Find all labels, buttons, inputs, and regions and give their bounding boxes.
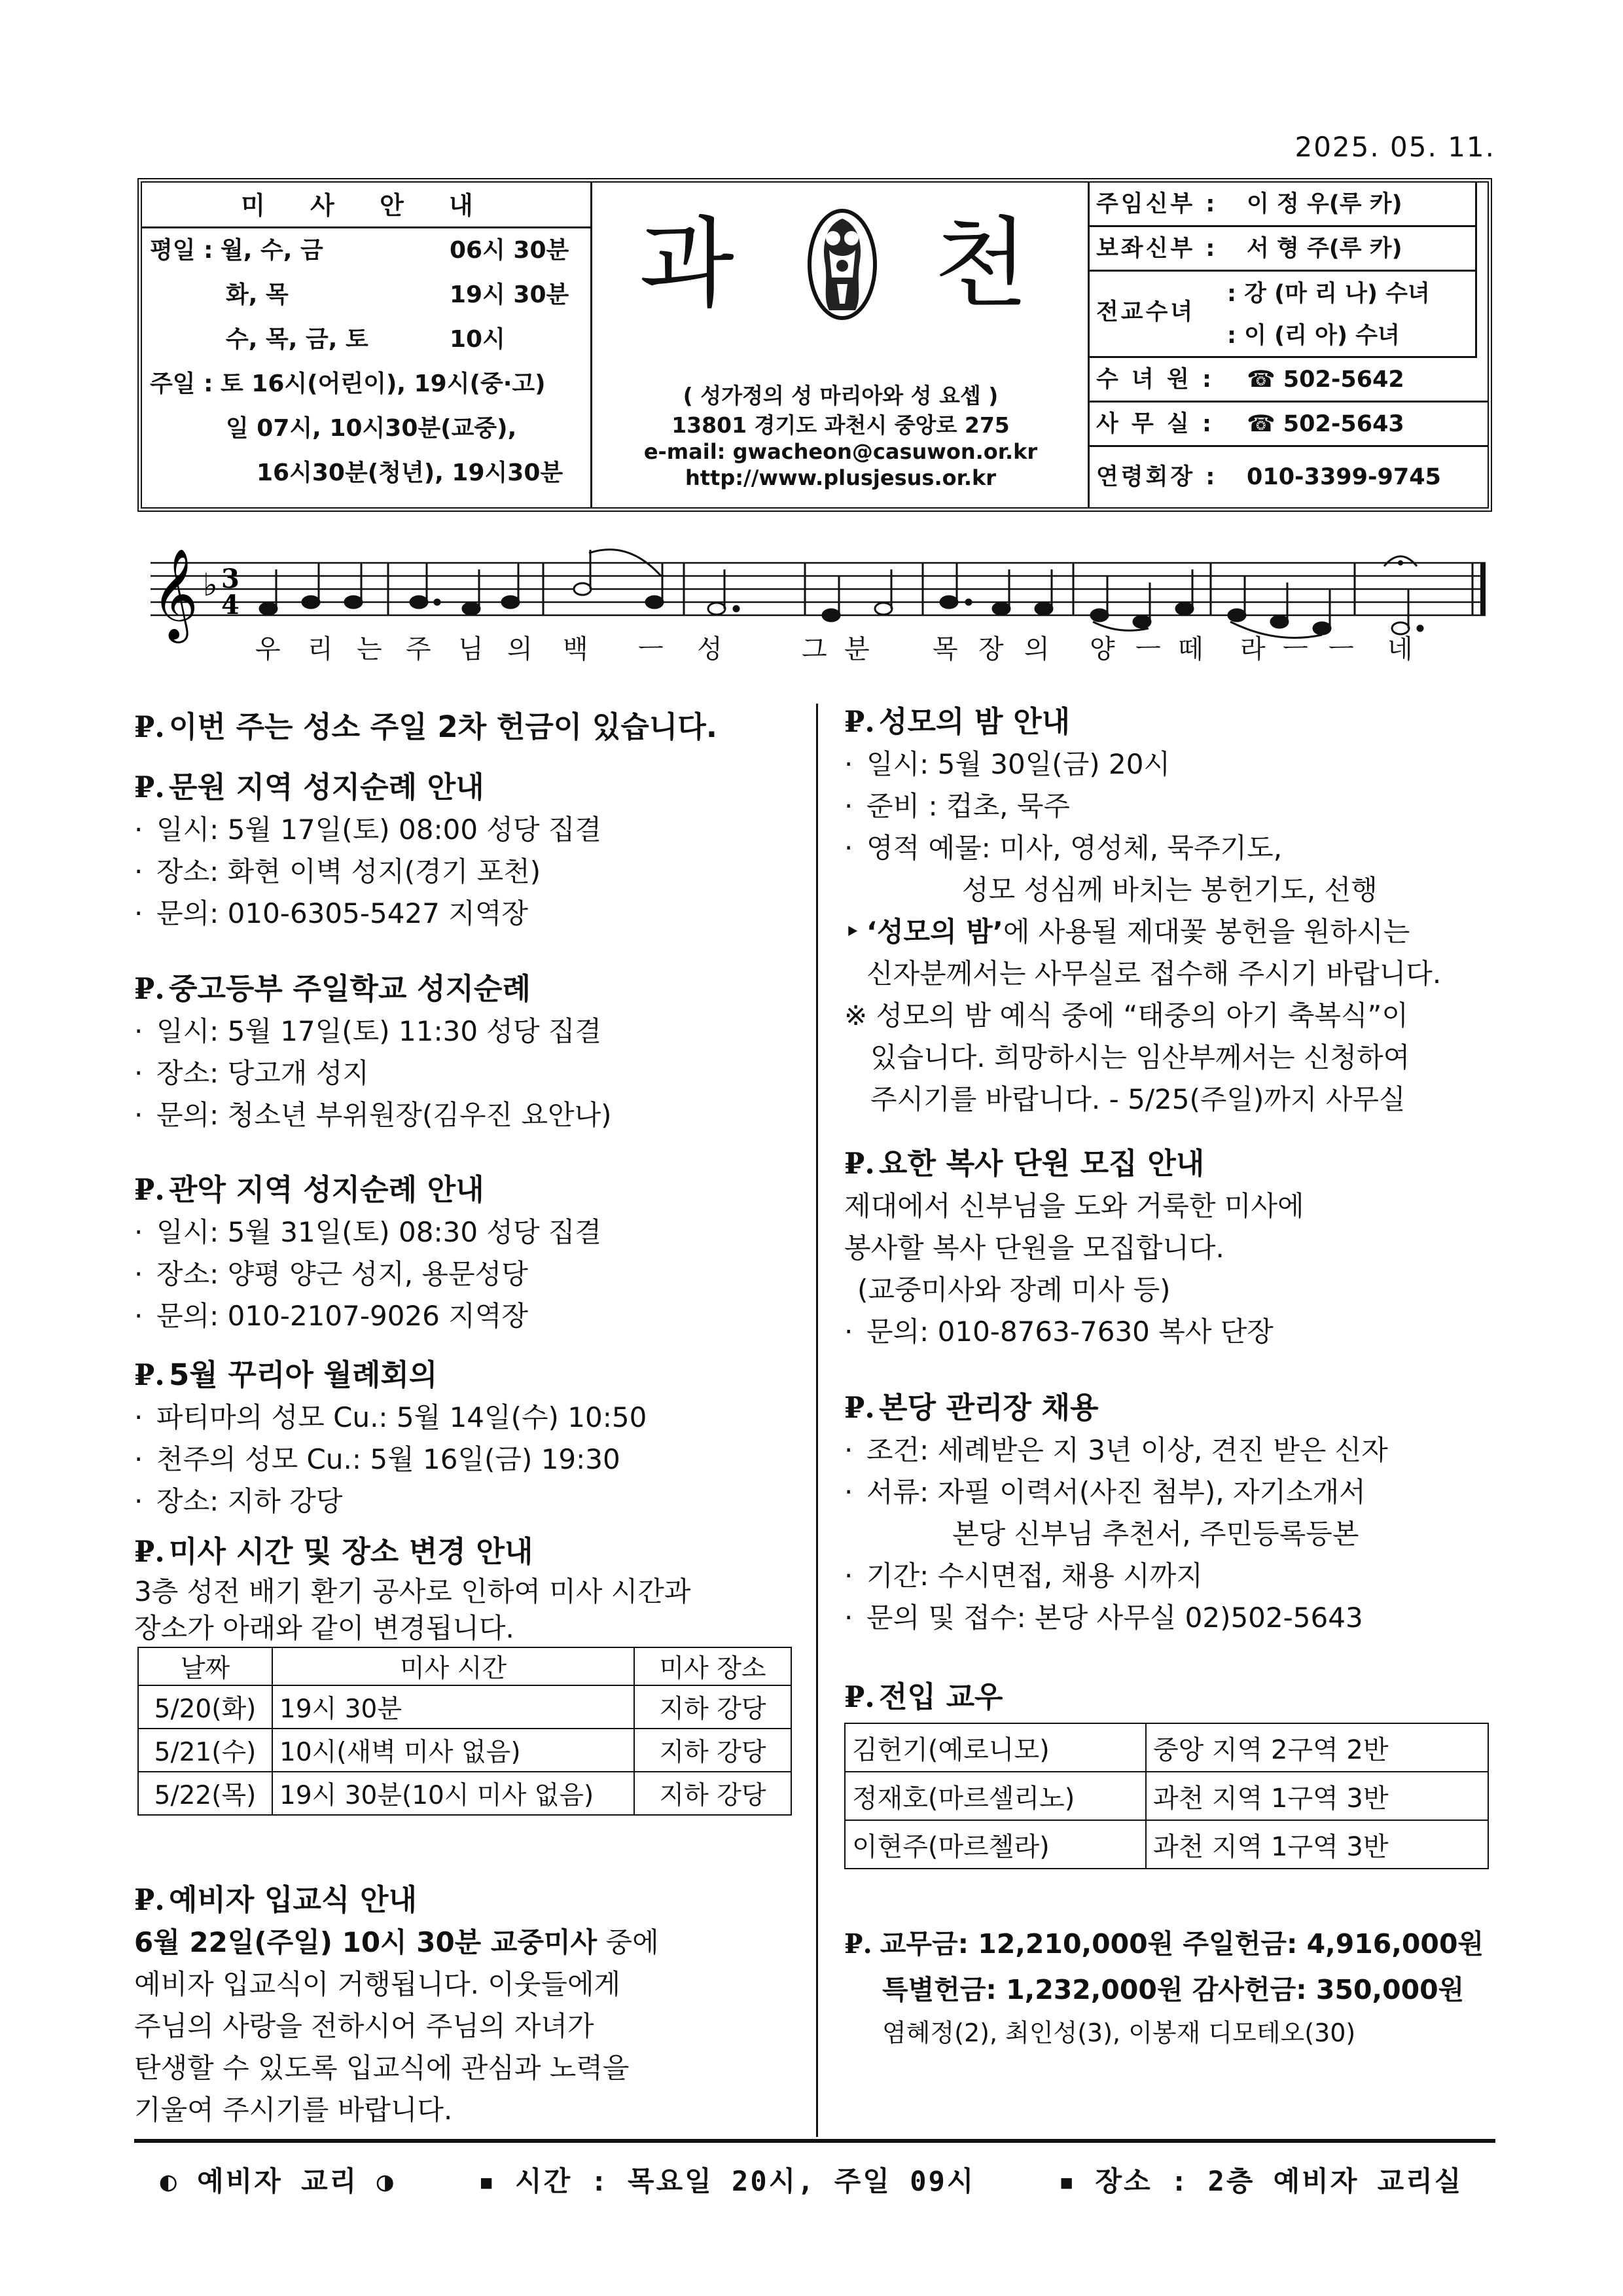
note-head <box>1176 603 1193 615</box>
note-line: 주시기를 바랍니다. - 5/25(주일)까지 사무실 <box>870 1083 1406 1115</box>
note-head <box>646 596 663 608</box>
lyric-syllable: 백 <box>563 634 588 664</box>
detail-line: (교중미사와 장례 미사 등) <box>857 1274 1171 1306</box>
column-divider <box>816 704 818 2137</box>
footer-place: ▪ 장소 : 2층 예비자 교리실 <box>1058 2165 1463 2197</box>
mass-row-days: 화, 목 <box>226 281 289 308</box>
new-members <box>844 1676 1489 1869</box>
time-sig-bottom: 4 <box>221 590 240 620</box>
section-mark: ₽. <box>134 971 165 1006</box>
mass-row <box>142 317 590 362</box>
finance-report <box>844 1921 1484 2053</box>
note-head <box>463 603 480 615</box>
lyric-syllable: 리 <box>308 634 333 664</box>
staff-value: 010-3399-9745 <box>1247 464 1441 490</box>
lyric-syllable: 장 <box>978 634 1004 664</box>
staff-value: ☎ 502-5643 <box>1247 411 1404 437</box>
new-members-table <box>844 1723 1489 1869</box>
parish-title-right: 천 <box>934 207 1029 321</box>
mass-change-table <box>137 1647 792 1816</box>
table-row <box>138 1772 791 1815</box>
finance-line: ₽. 교무금: 12,210,000원 주일헌금: 4,916,000원 <box>844 1928 1484 1960</box>
detail-line: · 기간: 수시면접, 채용 시까지 <box>844 1560 1203 1592</box>
note-head <box>993 603 1010 615</box>
catechumen-ceremony <box>134 1878 659 2131</box>
table-cell: 과천 지역 1구역 3반 <box>1146 1772 1488 1820</box>
staff-row-sisters <box>1090 272 1477 358</box>
detail-line: 탄생할 수 있도록 입교식에 관심과 노력을 <box>134 2052 630 2084</box>
note-head <box>1228 609 1245 621</box>
table-cell: 중앙 지역 2구역 2반 <box>1146 1723 1488 1772</box>
section-title: 요한 복사 단원 모집 안내 <box>878 1146 1205 1181</box>
section-mark: ₽. <box>844 1928 872 1960</box>
bulletin-date: 2025. 05. 11. <box>1294 131 1495 163</box>
table-header: 날짜 <box>138 1647 272 1685</box>
lyric-syllable: ㅡ <box>1329 634 1354 664</box>
table-cell: 지하 강당 <box>634 1772 791 1815</box>
mass-row <box>142 451 590 495</box>
note-head <box>1091 609 1108 621</box>
section-mark: ₽. <box>134 709 165 744</box>
section-title: 본당 관리장 채용 <box>878 1390 1099 1425</box>
parish-title-area <box>594 183 1088 507</box>
lyric-syllable: 우 <box>255 634 281 664</box>
section-title: 중고등부 주일학교 성지순례 <box>168 971 531 1006</box>
marian-night <box>844 700 1441 1121</box>
staff-key: 보좌신부 : <box>1096 236 1218 262</box>
section-title: 미사 시간 및 장소 변경 안내 <box>168 1534 533 1569</box>
parish-email[interactable]: e-mail: gwacheon@casuwon.or.kr <box>643 439 1038 464</box>
detail-line: · 일시: 5월 17일(토) 08:00 성당 집결 <box>134 814 602 846</box>
note-head <box>410 596 427 608</box>
note-head <box>260 603 277 615</box>
staff-key: 연령회장 : <box>1096 464 1218 490</box>
hymn-lyrics <box>0 628 1623 668</box>
note-head <box>875 603 892 615</box>
section-title: 문원 지역 성지순례 안내 <box>168 770 484 804</box>
detail-line: · 일시: 5월 30일(금) 20시 <box>844 748 1171 780</box>
table-header: 미사 시간 <box>272 1647 634 1685</box>
detail-line: 예비자 입교식이 거행됩니다. 이웃들에게 <box>134 1968 621 2000</box>
table-cell: 정재호(마르셀리노) <box>845 1772 1146 1820</box>
holy-family-emblem-icon <box>803 206 882 323</box>
note-line: ※ 성모의 밤 예식 중에 “태중의 아기 축복식”이 <box>844 999 1408 1031</box>
table-row <box>138 1685 791 1729</box>
mass-row-label: 주일 : <box>150 370 213 397</box>
table-cell: 5/20(화) <box>138 1685 272 1729</box>
detail-line: · 일시: 5월 17일(토) 11:30 성당 집결 <box>134 1015 602 1047</box>
lyric-syllable: 주 <box>406 634 431 664</box>
staff-value: ☎ 502-5642 <box>1247 367 1404 393</box>
intro-line: 장소가 아래와 같이 변경됩니다. <box>134 1612 514 1644</box>
staff-row <box>1090 447 1488 507</box>
detail-line: 주님의 사랑을 전하시어 주님의 자녀가 <box>134 2010 594 2042</box>
note-head <box>302 596 319 608</box>
table-cell: 김헌기(예로니모) <box>845 1723 1146 1772</box>
lyric-syllable: 의 <box>507 634 533 664</box>
detail-line: · 일시: 5월 31일(토) 08:30 성당 집결 <box>134 1216 602 1248</box>
staff-value: : 강 (마 리 나) 수녀 <box>1227 281 1430 307</box>
staff-key: 수 녀 원 : <box>1096 367 1214 393</box>
section-title: 관악 지역 성지순례 안내 <box>168 1172 484 1207</box>
mass-change-notice <box>134 1530 792 1816</box>
altar-server-recruit <box>844 1142 1304 1353</box>
lyric-syllable: 양 <box>1090 634 1115 664</box>
table-cell: 지하 강당 <box>634 1729 791 1772</box>
detail-line: · 장소: 양평 양근 성지, 용문성당 <box>134 1258 528 1290</box>
table-cell: 과천 지역 1구역 3반 <box>1146 1820 1488 1869</box>
detail-line: · 문의: 청소년 부위원장(김우진 요안나) <box>134 1099 612 1131</box>
note-head <box>345 596 362 608</box>
note-line: 있습니다. 희망하시는 임산부께서는 신청하여 <box>870 1041 1410 1073</box>
detail-line: · 서류: 자필 이력서(사진 첨부), 자기소개서 <box>844 1476 1366 1508</box>
detail-line: 6월 22일(주일) 10시 30분 교중미사 중에 <box>134 1926 659 1958</box>
staff-key: 사 무 실 : <box>1096 411 1214 437</box>
mass-row <box>142 406 590 451</box>
lyric-syllable: 떼 <box>1178 634 1204 664</box>
parish-patron: ( 성가정의 성 마리아와 성 요셉 ) <box>683 383 999 408</box>
footer-rule <box>134 2139 1495 2143</box>
manager-hiring <box>844 1386 1388 1639</box>
finance-line: 특별헌금: 1,232,000원 감사헌금: 350,000원 <box>882 1974 1465 2005</box>
mass-schedule <box>142 183 592 507</box>
staff-row <box>1090 403 1488 447</box>
lyric-syllable: 목 <box>933 634 958 664</box>
mass-row-days: 일 07시, 10시30분(교중), <box>226 415 517 442</box>
gwanak-pilgrimage <box>134 1168 601 1337</box>
detail-line: · 문의: 010-6305-5427 지역장 <box>134 897 528 929</box>
mass-row-days: 16시30분(청년), 19시30분 <box>257 459 563 486</box>
detail-line: · 장소: 지하 강당 <box>134 1485 343 1517</box>
detail-line: 기울여 주시기를 바랍니다. <box>134 2094 453 2126</box>
section-mark: ₽. <box>134 770 165 804</box>
detail-line: · 장소: 화현 이벽 성지(경기 포천) <box>134 855 541 888</box>
detail-line: · 장소: 당고개 성지 <box>134 1057 369 1089</box>
table-row <box>138 1729 791 1772</box>
parish-address: 13801 경기도 과천시 중앙로 275 <box>671 412 1010 438</box>
table-cell: 19시 30분 <box>272 1685 634 1729</box>
table-row <box>845 1820 1488 1869</box>
lyric-syllable: 는 <box>357 634 382 664</box>
note-head <box>1133 616 1150 628</box>
staff-row <box>1090 358 1488 403</box>
detail-line: 신자분께서는 사무실로 접수해 주시기 바랍니다. <box>866 958 1442 990</box>
mass-row-days: 월, 수, 금 <box>221 237 323 264</box>
mass-row <box>142 228 590 273</box>
note-head <box>708 603 725 615</box>
table-cell: 10시(새벽 미사 없음) <box>272 1729 634 1772</box>
note-head <box>940 596 957 608</box>
table-cell: 지하 강당 <box>634 1685 791 1729</box>
staff-info <box>1088 183 1488 507</box>
staff-row <box>1090 227 1477 272</box>
lyric-syllable: 분 <box>844 634 870 664</box>
table-row <box>845 1772 1488 1820</box>
table-row <box>845 1723 1488 1772</box>
table-cell: 5/21(수) <box>138 1729 272 1772</box>
detail-line: 제대에서 신부님을 도와 거룩한 미사에 <box>844 1190 1304 1222</box>
section-mark: ₽. <box>844 1390 875 1425</box>
mass-row-time: 19시 30분 <box>450 281 569 308</box>
detail-line: · 조건: 세례받은 지 3년 이상, 견진 받은 신자 <box>844 1434 1388 1466</box>
staff-key: 주임신부 : <box>1096 191 1218 217</box>
mass-row-label: 평일 : <box>150 237 213 264</box>
detail-line: 봉사할 복사 단원을 모집합니다. <box>844 1232 1224 1264</box>
section-title: 예비자 입교식 안내 <box>168 1882 418 1917</box>
staff-row <box>1090 183 1477 227</box>
lyric-syllable: 네 <box>1387 634 1413 664</box>
footer-time: ▪ 시간 : 목요일 20시, 주일 09시 <box>478 2165 976 2197</box>
fermata-dot <box>1398 560 1403 565</box>
time-sig-top: 3 <box>221 564 240 594</box>
note-head <box>1271 616 1288 628</box>
section-mark: ₽. <box>844 1679 875 1714</box>
note-head <box>574 583 591 595</box>
table-header-row <box>138 1647 791 1685</box>
detail-line: 본당 신부님 추천서, 주민등록등본 <box>952 1518 1359 1550</box>
youth-pilgrimage <box>134 967 612 1136</box>
section-mark: ₽. <box>134 1534 165 1569</box>
staff-value: 서 형 주(루 카) <box>1247 236 1402 262</box>
detail-line: 성모 성심께 바치는 봉헌기도, 선행 <box>962 874 1378 906</box>
offering-notice <box>134 706 717 749</box>
footer-catechism-info <box>0 2160 1623 2199</box>
mass-row-days: 토 16시(어린이), 19시(중·고) <box>221 370 546 397</box>
lyric-syllable: 성 <box>697 634 722 664</box>
section-mark: ₽. <box>844 704 875 739</box>
section-mark: ₽. <box>134 1357 165 1392</box>
table-header: 미사 장소 <box>634 1647 791 1685</box>
section-title: 전입 교우 <box>878 1679 1003 1714</box>
detail-line: · 문의: 010-8763-7630 복사 단장 <box>844 1316 1274 1348</box>
note-head <box>1035 603 1052 615</box>
staff-key: 전교수녀 <box>1096 299 1196 325</box>
section-title: 성모의 밤 안내 <box>878 704 1071 739</box>
section-mark: ₽. <box>844 1146 875 1181</box>
curia-meeting <box>134 1354 647 1522</box>
lyric-syllable: 라 <box>1240 634 1266 664</box>
munwon-pilgrimage <box>134 766 601 935</box>
parish-website[interactable]: http://www.plusjesus.or.kr <box>685 465 997 490</box>
table-cell: 5/22(목) <box>138 1772 272 1815</box>
detail-line: · 파티마의 성모 Cu.: 5월 14일(수) 10:50 <box>134 1401 647 1433</box>
treble-clef-icon: 𝄞 <box>152 548 198 639</box>
mass-row <box>142 362 590 406</box>
section-mark: ₽. <box>134 1172 165 1207</box>
detail-line: · 준비 : 컵초, 묵주 <box>844 790 1070 822</box>
mass-schedule-title: 미 사 안 내 <box>142 183 590 228</box>
detail-line: · 영적 예물: 미사, 영성체, 묵주기도, <box>844 832 1283 864</box>
mass-row <box>142 273 590 317</box>
detail-line: · 문의 및 접수: 본당 사무실 02)502-5643 <box>844 1602 1363 1634</box>
flat-sign-icon: ♭ <box>203 567 218 603</box>
footer-title: ◐ 예비자 교리 ◑ <box>160 2165 395 2197</box>
lyric-syllable: 의 <box>1024 634 1050 664</box>
lyric-syllable: ㅡ <box>638 634 664 664</box>
finance-donors: 염혜정(2), 최인성(3), 이봉재 디모테오(30) <box>882 2018 1356 2047</box>
mass-row-time: 10시 <box>450 326 505 353</box>
note-head <box>502 596 519 608</box>
header-box <box>137 178 1492 512</box>
section-mark: ₽. <box>134 1882 165 1917</box>
detail-line: ‣ ‘성모의 밤’에 사용될 제대꽃 봉헌을 원하시는 <box>844 916 1410 948</box>
table-cell: 19시 30분(10시 미사 없음) <box>272 1772 634 1815</box>
lyric-syllable: ㅡ <box>1135 634 1161 664</box>
lyric-syllable: 그 <box>802 634 827 664</box>
mass-row-days: 수, 목, 금, 토 <box>226 326 368 353</box>
staff-value: : 이 (리 아) 수녀 <box>1227 323 1400 349</box>
lyric-syllable: ㅡ <box>1283 634 1308 664</box>
intro-line: 3층 성전 배기 환기 공사로 인하여 미사 시간과 <box>134 1575 691 1607</box>
mass-row-time: 06시 30분 <box>450 237 569 264</box>
offering-notice-text: 이번 주는 성소 주일 2차 헌금이 있습니다. <box>168 709 717 744</box>
parish-title-left: 과 <box>639 207 734 321</box>
detail-line: · 문의: 010-2107-9026 지역장 <box>134 1300 528 1332</box>
lyric-syllable: 님 <box>458 634 484 664</box>
staff-value: 이 정 우(루 카) <box>1247 191 1402 217</box>
note-head <box>823 609 840 621</box>
table-cell: 이현주(마르첼라) <box>845 1820 1146 1869</box>
detail-line: · 천주의 성모 Cu.: 5월 16일(금) 19:30 <box>134 1443 620 1475</box>
section-title: 5월 꾸리아 월례회의 <box>168 1357 438 1392</box>
